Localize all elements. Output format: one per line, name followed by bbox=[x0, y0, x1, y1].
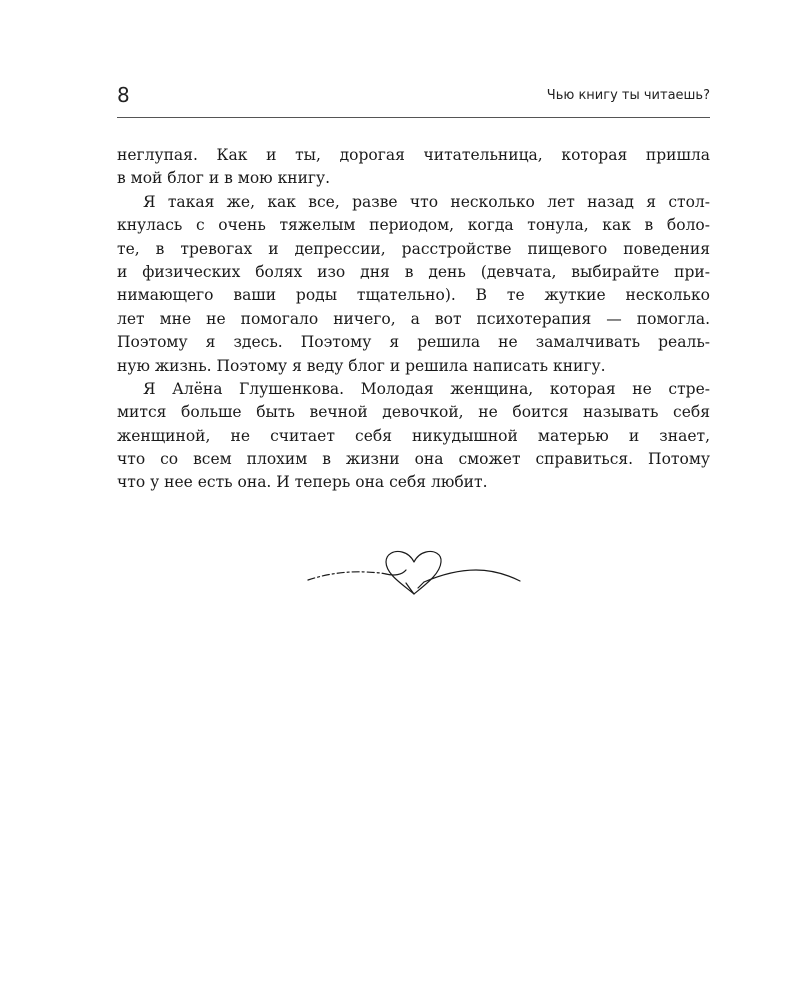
text-line: кнулась с очень тяжелым периодом, когда тонула, как в боло- bbox=[117, 216, 710, 235]
text-line: что со всем плохим в жизни она сможет справиться. Потому bbox=[117, 450, 710, 469]
text-line: Поэтому я здесь. Поэтому я решила не замалчивать реаль- bbox=[117, 333, 710, 352]
text-line: мится больше быть вечной девочкой, не боится называть себя bbox=[117, 403, 710, 422]
page-number: 8 bbox=[117, 83, 130, 107]
header-rule bbox=[117, 117, 710, 118]
text-line: Я такая же, как все, разве что несколько лет назад я стол- bbox=[143, 192, 710, 211]
text-line: женщиной, не считает себя никудышной матерью и знает, bbox=[117, 426, 710, 445]
text-line: те, в тревогах и депрессии, расстройстве пищевого поведения bbox=[117, 239, 710, 258]
text-line: Я Алёна Глушенкова. Молодая женщина, которая не стре- bbox=[143, 379, 710, 398]
heart-flourish-icon bbox=[306, 546, 524, 602]
text-line: и физических болях изо дня в день (девчата, выбирайте при- bbox=[117, 262, 710, 281]
body-text bbox=[117, 144, 710, 495]
text-line: неглупая. Как и ты, дорогая читательница, которая пришла bbox=[117, 146, 710, 164]
text-line: что у нее есть она. И теперь она себя любит. bbox=[117, 473, 488, 492]
running-header-title: Чью книгу ты читаешь? bbox=[546, 88, 710, 103]
text-line: лет мне не помогало ничего, а вот психотерапия — помогла. bbox=[117, 309, 710, 328]
text-line: ную жизнь. Поэтому я веду блог и решила написать книгу. bbox=[117, 356, 606, 375]
text-line: в мой блог и в мою книгу. bbox=[117, 169, 331, 188]
text-line: нимающего ваши роды тщательно). В те жуткие несколько bbox=[117, 286, 710, 305]
